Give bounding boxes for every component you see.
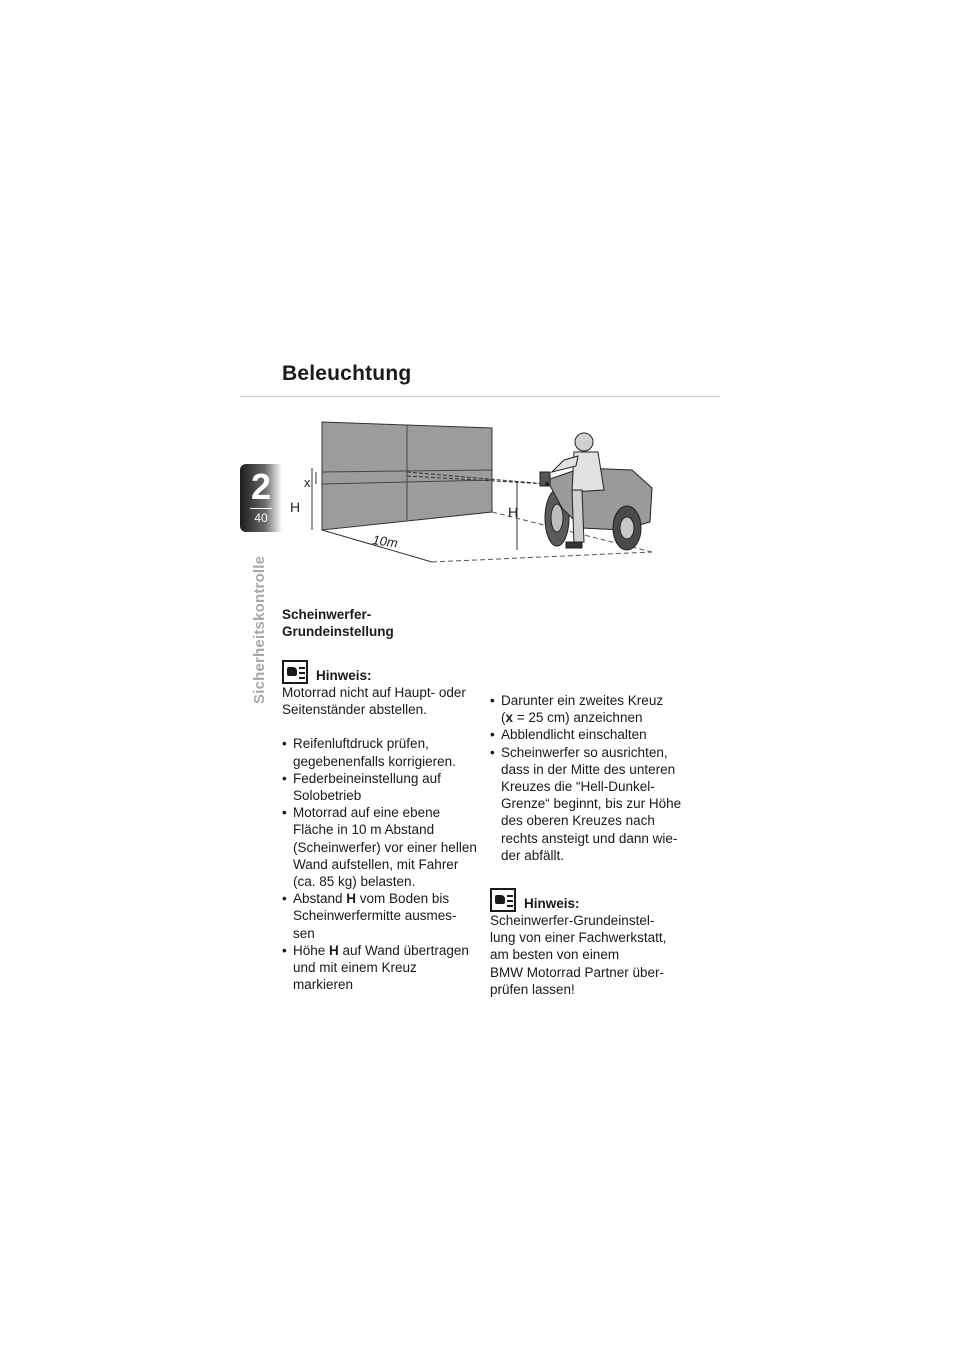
- note-text: Scheinwerfer-Grundeinstel- lung von einer Fachwerkstatt, am besten von einem BMW Motorrad Partner über- prüfen lassen!: [490, 913, 667, 997]
- note-icon: [490, 888, 516, 912]
- right-column: [490, 692, 690, 998]
- motorcycle-with-rider: [540, 433, 652, 550]
- list-item: • Motorrad auf eine ebene Fläche in 10 m Abstand (Scheinwerfer) vor einer hellen Wand aufstellen, mit Fahrer (ca. 85 kg) belasten.: [282, 804, 482, 890]
- procedure-list-right: [490, 692, 690, 864]
- note-block-1: [282, 660, 482, 684]
- section-heading: Scheinwerfer- Grundeinstellung: [282, 607, 394, 639]
- note-label: Hinweis:: [316, 667, 372, 683]
- floor-dashed-line: [432, 552, 652, 562]
- page-number: 40: [254, 511, 268, 525]
- list-item: • Darunter ein zweites Kreuz (x = 25 cm) anzeichnen: [490, 692, 690, 726]
- label-h-left: H: [290, 499, 301, 515]
- title-divider: [240, 396, 720, 397]
- note-block-2: [490, 888, 690, 912]
- list-item: • Reifenluftdruck prüfen, gegebenenfalls korrigieren.: [282, 735, 482, 769]
- headlight-adjustment-illustration: [282, 410, 672, 578]
- chapter-divider: [250, 508, 272, 509]
- chapter-number: 2: [250, 466, 272, 507]
- left-column: [282, 660, 482, 993]
- note-label: Hinweis:: [524, 895, 580, 911]
- list-item: • Abblendlicht einschalten: [490, 726, 690, 743]
- note-icon: [282, 660, 308, 684]
- label-h-right: H: [508, 504, 519, 520]
- list-item: • Scheinwerfer so ausrichten, dass in der Mitte des unteren Kreuzes die “Hell-Dunkel- Grenze“ beginnt, bis zur Höhe des oberen Kreuzes nach rechts ansteigt und dann wie- der abfällt.: [490, 744, 690, 864]
- list-item: • Abstand H vom Boden bis Scheinwerfermitte ausmes- sen: [282, 890, 482, 942]
- procedure-list-left: [282, 735, 482, 993]
- label-distance: 10m: [371, 532, 399, 551]
- list-item: • Höhe H auf Wand übertragen und mit einem Kreuz markieren: [282, 942, 482, 994]
- note-text: Motorrad nicht auf Haupt- oder Seitenständer abstellen.: [282, 685, 466, 718]
- chapter-side-label: Sicherheitskontrolle: [251, 555, 268, 704]
- chapter-tab: [240, 464, 282, 532]
- headlight-point: [545, 482, 549, 486]
- page-title: Beleuchtung: [282, 362, 412, 385]
- list-item: • Federbeineinstellung auf Solobetrieb: [282, 770, 482, 804]
- label-x: x: [304, 475, 311, 490]
